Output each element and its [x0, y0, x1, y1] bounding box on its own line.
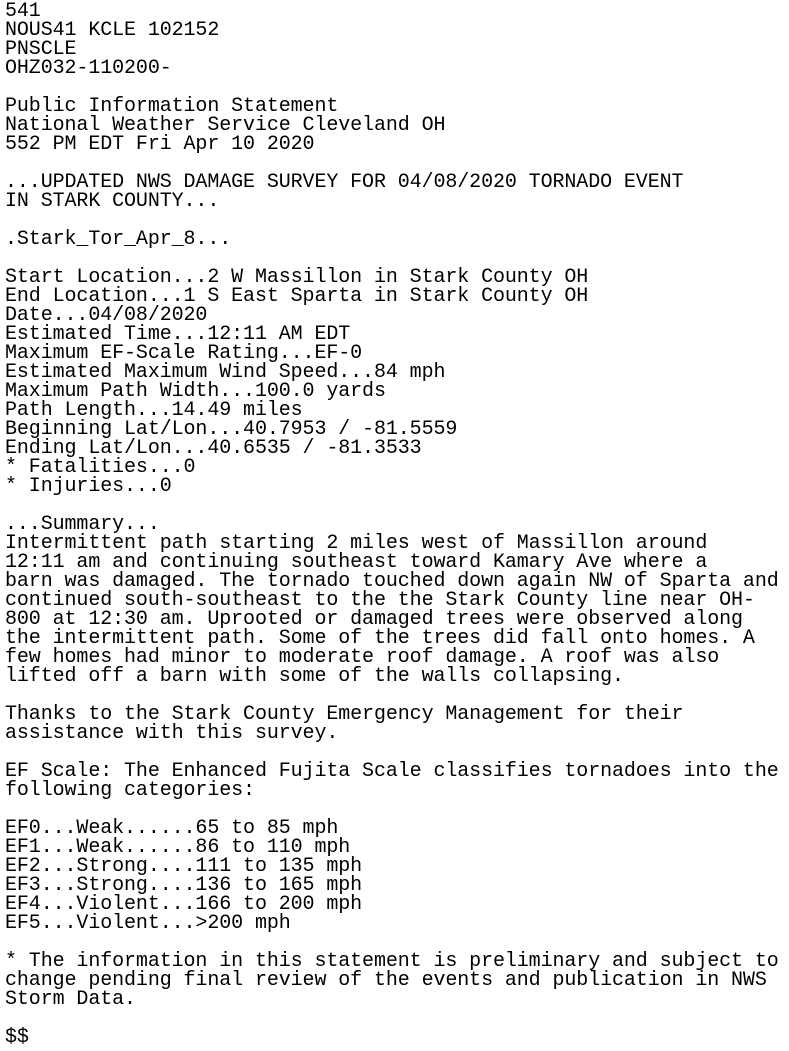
statement-line: NOUS41 KCLE 102152 — [5, 19, 220, 42]
statement-line: Start Location...2 W Massillon in Stark County OH — [5, 266, 589, 289]
statement-line: EF1...Weak......86 to 110 mph — [5, 836, 351, 859]
statement-line: few homes had minor to moderate roof damage. A roof was also — [5, 646, 720, 669]
statement-line: EF0...Weak......65 to 85 mph — [5, 817, 339, 840]
statement-line: PNSCLE — [5, 38, 77, 61]
statement-line: EF4...Violent...166 to 200 mph — [5, 893, 363, 916]
statement-line: End Location...1 S East Sparta in Stark County OH — [5, 285, 589, 308]
statement-line: the intermittent path. Some of the trees did fall onto homes. A — [5, 627, 755, 650]
statement-line: following categories: — [5, 779, 255, 802]
statement-line: Storm Data. — [5, 988, 136, 1011]
statement-line: Maximum EF-Scale Rating...EF-0 — [5, 342, 363, 365]
statement-line: .Stark_Tor_Apr_8... — [5, 228, 232, 251]
statement-line: IN STARK COUNTY... — [5, 190, 220, 213]
statement-line: Estimated Time...12:11 AM EDT — [5, 323, 351, 346]
statement-line: EF3...Strong....136 to 165 mph — [5, 874, 363, 897]
blank-line — [5, 1009, 789, 1028]
statement-line: Thanks to the Stark County Emergency Management for their — [5, 703, 684, 726]
statement-line: 541 — [5, 0, 41, 23]
statement-line: EF Scale: The Enhanced Fujita Scale classifies tornadoes into the — [5, 760, 779, 783]
statement-line: Ending Lat/Lon...40.6535 / -81.3533 — [5, 437, 422, 460]
statement-line: lifted off a barn with some of the walls collapsing. — [5, 665, 624, 688]
statement-line: Beginning Lat/Lon...40.7953 / -81.5559 — [5, 418, 458, 441]
statement-line: Maximum Path Width...100.0 yards — [5, 380, 386, 403]
statement-line: $$ — [5, 1026, 29, 1049]
statement-line: barn was damaged. The tornado touched down again NW of Sparta and — [5, 570, 779, 593]
statement-line: Date...04/08/2020 — [5, 304, 208, 327]
statement-line: * Fatalities...0 — [5, 456, 196, 479]
statement-line: * Injuries...0 — [5, 475, 172, 498]
statement-line: 12:11 am and continuing southeast toward Kamary Ave where a — [5, 551, 708, 574]
statement-line: * The information in this statement is preliminary and subject to — [5, 950, 779, 973]
statement-line: National Weather Service Cleveland OH — [5, 114, 446, 137]
statement-line: OHZ032-110200- — [5, 57, 172, 80]
statement-line: continued south-southeast to the the Stark County line near OH- — [5, 589, 755, 612]
statement-line: Path Length...14.49 miles — [5, 399, 303, 422]
statement-line: assistance with this survey. — [5, 722, 339, 745]
statement-line: change pending final review of the events and publication in NWS — [5, 969, 767, 992]
statement-line: EF2...Strong....111 to 135 mph — [5, 855, 363, 878]
statement-line: EF5...Violent...>200 mph — [5, 912, 291, 935]
statement-line: Public Information Statement — [5, 95, 339, 118]
statement-line: Estimated Maximum Wind Speed...84 mph — [5, 361, 446, 384]
statement-line: 800 at 12:30 am. Uprooted or damaged trees were observed along — [5, 608, 743, 631]
statement-line: ...Summary... — [5, 513, 160, 536]
statement-line: ...UPDATED NWS DAMAGE SURVEY FOR 04/08/2020 TORNADO EVENT — [5, 171, 684, 194]
statement-line: Intermittent path starting 2 miles west of Massillon around — [5, 532, 708, 555]
statement-line: 552 PM EDT Fri Apr 10 2020 — [5, 133, 315, 156]
